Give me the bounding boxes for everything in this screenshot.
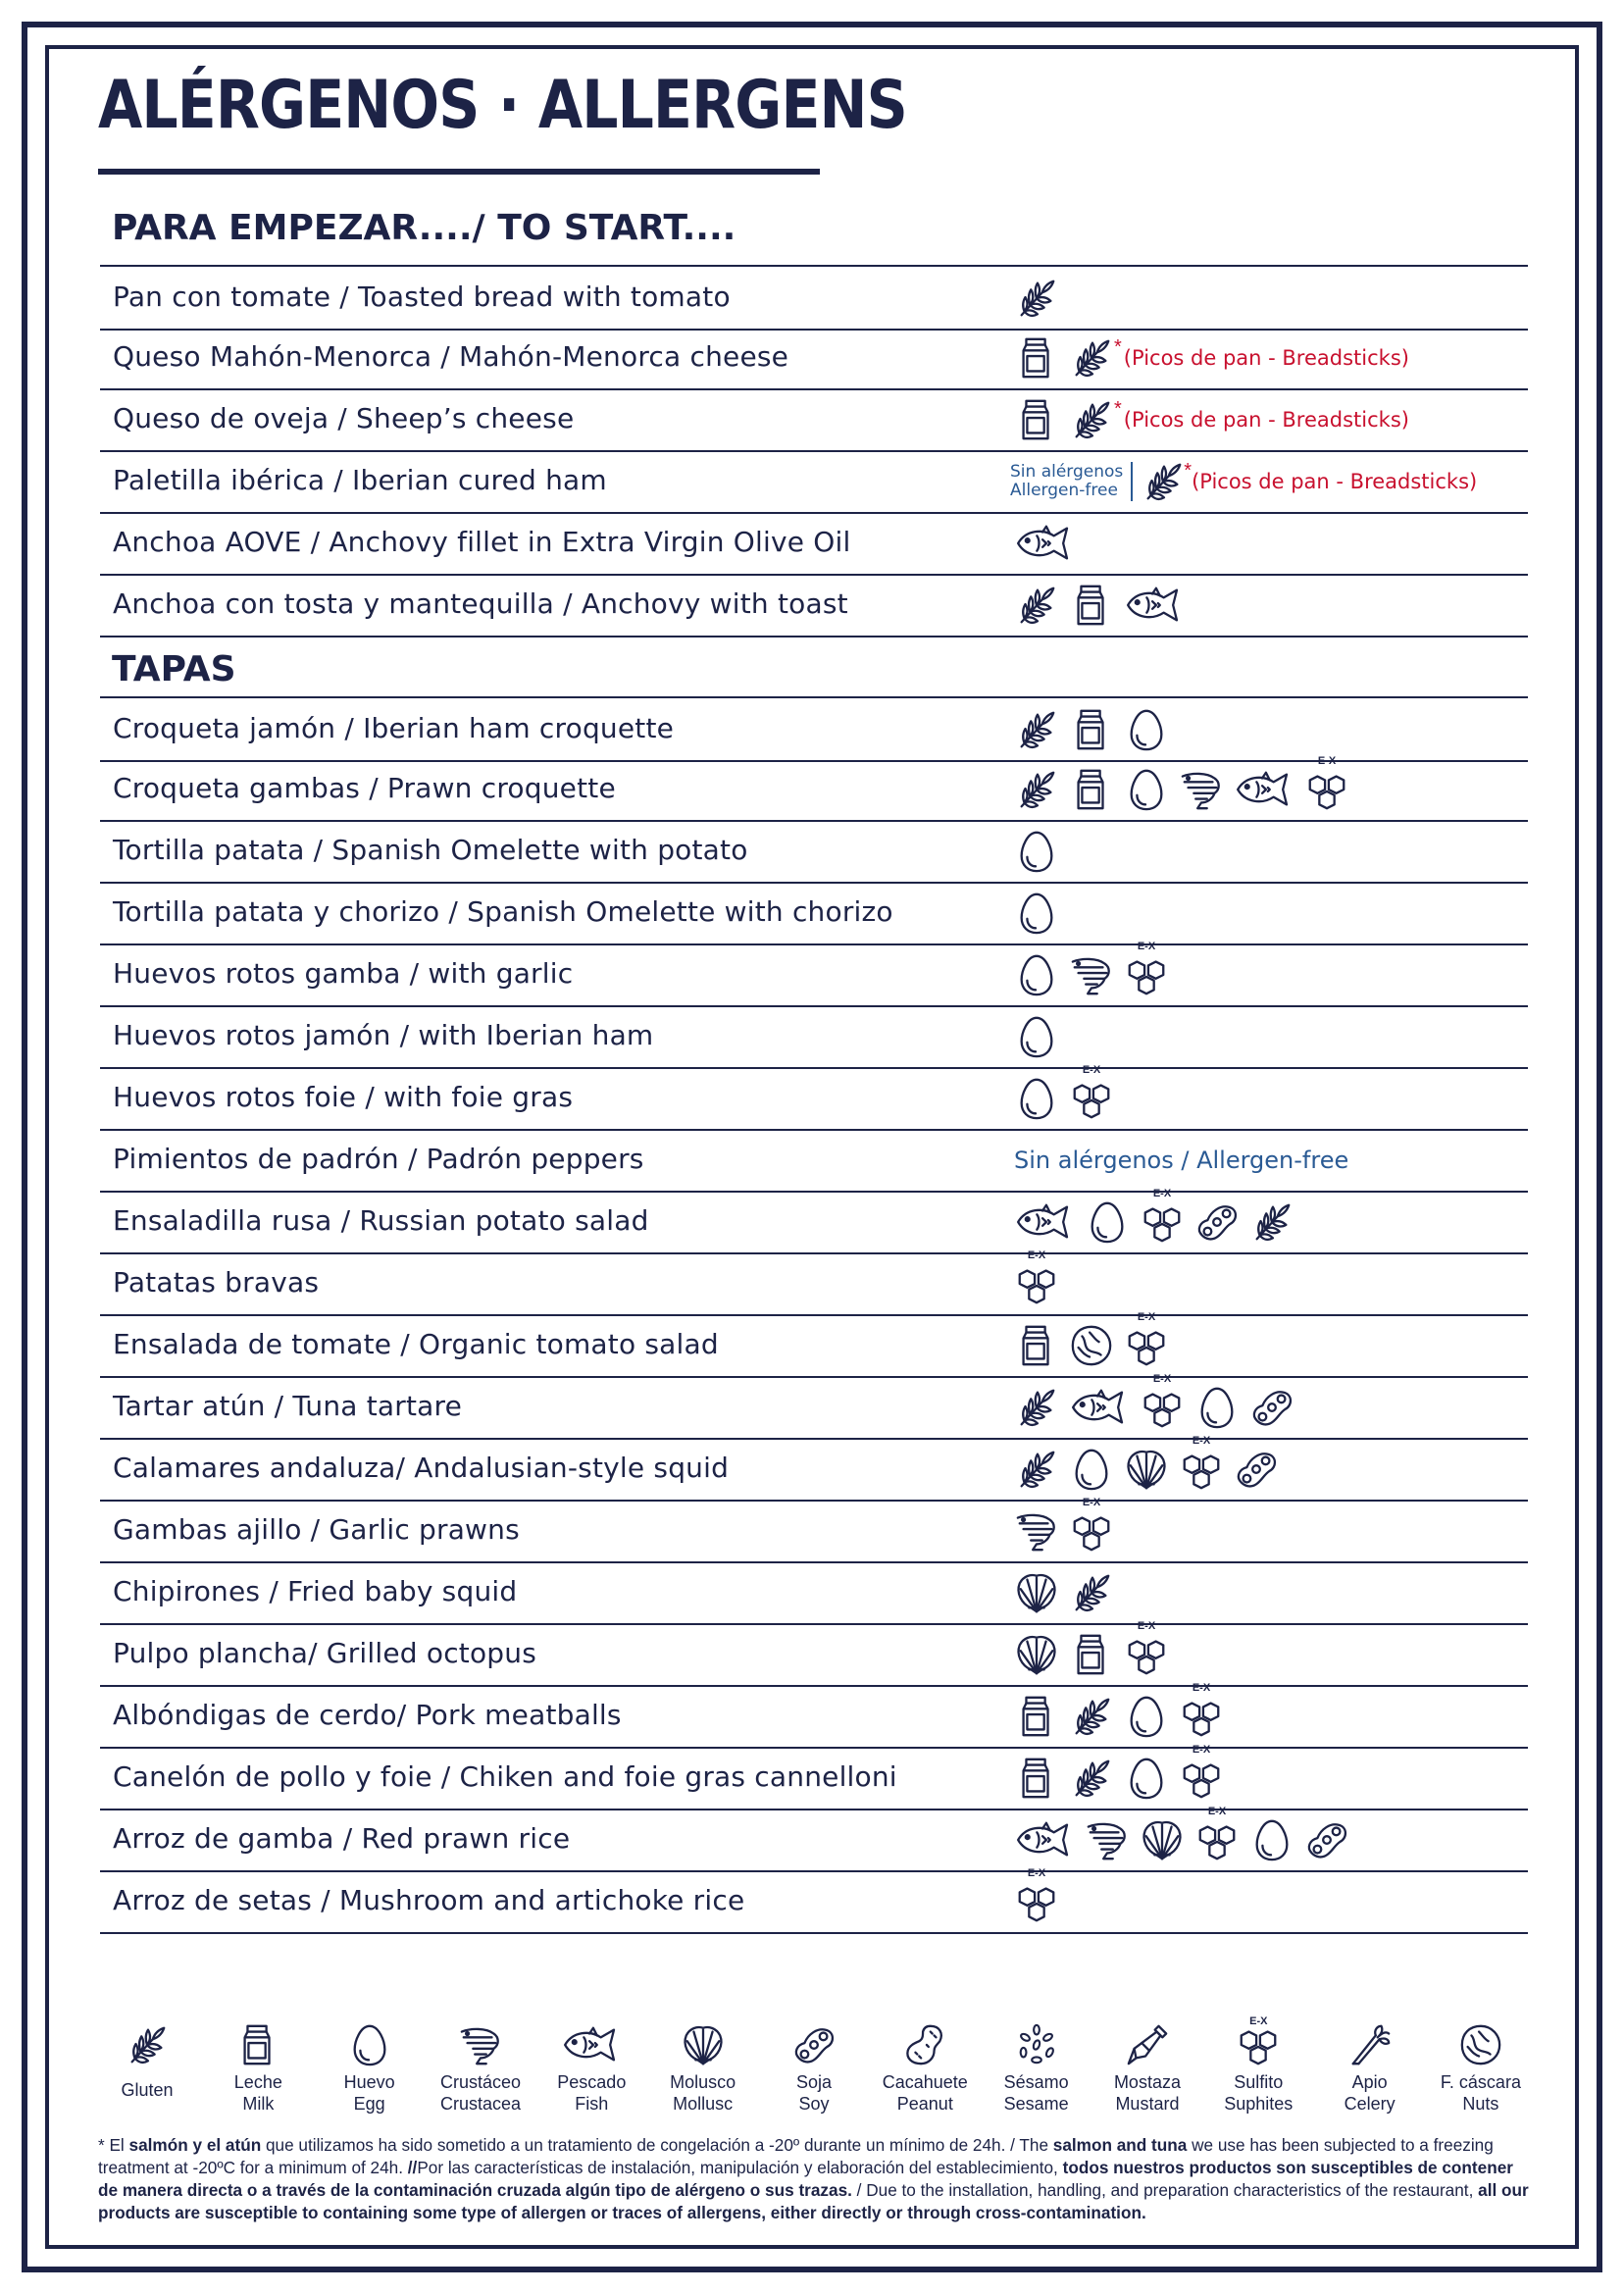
milk-icon <box>1069 1632 1114 1677</box>
allergen-icons <box>1014 1310 1169 1376</box>
allergen-icons <box>1014 1743 1224 1809</box>
legend-label-en: Milk <box>242 2094 275 2114</box>
allergen-icons <box>1014 327 1409 388</box>
menu-row <box>100 1005 1528 1069</box>
fish-icon <box>1069 1385 1130 1430</box>
sulphites-ex-label: E-X <box>1317 754 1337 767</box>
crustacean-icon <box>1014 1508 1059 1554</box>
sulphites-ex-label: E-X <box>1137 940 1156 952</box>
menu-row <box>100 388 1528 452</box>
soy-icon <box>1304 1817 1349 1862</box>
crustacean-icon <box>1179 767 1224 812</box>
egg-icon <box>1124 1756 1169 1801</box>
allergen-legend <box>98 2015 1530 2115</box>
menu-row <box>100 450 1528 514</box>
footnote-segment: // <box>407 2158 418 2177</box>
asterisk: * <box>1184 460 1193 482</box>
legend-label-en: Peanut <box>896 2094 953 2114</box>
menu-row <box>100 1866 1528 1934</box>
footnote-segment: salmon and tuna <box>1052 2135 1188 2155</box>
footnote <box>98 2134 1530 2224</box>
sulphites-icon <box>1179 1434 1224 1492</box>
peanut-icon <box>902 2022 947 2067</box>
milk-icon <box>235 2022 280 2067</box>
fish-icon <box>1014 521 1075 566</box>
gluten-icon <box>125 2022 170 2067</box>
milk-icon <box>1069 583 1114 628</box>
egg-icon <box>1014 829 1059 874</box>
legend-item-crustacean <box>431 2022 530 2115</box>
gluten-icon <box>1014 767 1059 812</box>
legend-label-en: Mollusc <box>673 2094 734 2114</box>
page-title: ALÉRGENOS · ALLERGENS <box>98 67 907 144</box>
nuts-icon <box>1458 2022 1503 2067</box>
dish-name: Pulpo plancha/ Grilled octopus <box>113 1637 537 1669</box>
fish-icon <box>1234 767 1294 812</box>
legend-item-soy <box>765 2022 863 2115</box>
footnote-segment: all our products are susceptible to containing some type of allergen or traces of allergens, either directly or through cross-contamination. <box>98 2180 1529 2222</box>
dish-name: Arroz de setas / Mushroom and artichoke rice <box>113 1884 745 1916</box>
menu-row <box>100 1372 1528 1440</box>
milk-icon <box>1014 1694 1059 1739</box>
legend-item-milk <box>209 2022 307 2115</box>
celery-icon <box>1347 2022 1393 2067</box>
menu-row <box>100 1561 1528 1625</box>
sulphites-icon <box>1124 1310 1169 1368</box>
footnote-segment: / Due to the installation, handling, and preparation characteristics of the restaurant, <box>851 2180 1479 2200</box>
allergen-icons <box>1014 1434 1279 1500</box>
legend-label-en: Nuts <box>1462 2094 1499 2114</box>
dish-name: Tortilla patata y chorizo / Spanish Omelette with chorizo <box>113 895 893 928</box>
mustard-icon <box>1125 2022 1170 2067</box>
allergen-icons <box>1014 882 1059 943</box>
legend-item-sesame <box>988 2022 1086 2115</box>
allergen-icons <box>1014 1187 1294 1252</box>
gluten-icon <box>1069 335 1114 381</box>
allergen-icons <box>1014 1249 1059 1314</box>
dish-name: Chipirones / Fried baby squid <box>113 1575 518 1607</box>
allergen-icons <box>1014 1681 1224 1747</box>
footnote-segment: * El <box>98 2135 129 2155</box>
menu-row <box>100 1619 1528 1687</box>
legend-label-es: Huevo <box>343 2072 395 2092</box>
legend-label-en: Crustacea <box>439 2094 521 2114</box>
sulphites-ex-label: E-X <box>1027 1249 1046 1261</box>
dish-name: Albóndigas de cerdo/ Pork meatballs <box>113 1699 622 1731</box>
allergen-icons <box>1014 388 1409 450</box>
gluten-icon <box>1014 1385 1059 1430</box>
legend-label-es: Pescado <box>557 2072 627 2092</box>
allergen-icons <box>1014 1561 1114 1623</box>
sesame-icon <box>1014 2022 1059 2067</box>
menu-row <box>100 1249 1528 1316</box>
dish-name: Anchoa AOVE / Anchovy fillet in Extra Virgin Olive Oil <box>113 526 851 558</box>
soy-icon <box>1194 1199 1240 1245</box>
milk-icon <box>1014 1756 1059 1801</box>
sulphites-icon <box>1140 1187 1185 1245</box>
crustacean-icon <box>1069 952 1114 997</box>
gluten-icon <box>1014 583 1059 628</box>
legend-label-es: Sulfito <box>1234 2072 1284 2092</box>
allergen-icons <box>1014 1619 1169 1685</box>
sulphites-icon <box>1179 1681 1224 1739</box>
legend-label-es: Crustáceo <box>439 2072 521 2092</box>
menu-row <box>100 574 1528 637</box>
legend-item-gluten <box>98 2022 196 2115</box>
menu-row <box>100 696 1528 762</box>
dish-name: Arroz de gamba / Red prawn rice <box>113 1822 571 1855</box>
milk-icon <box>1069 707 1114 752</box>
nuts-icon <box>1069 1323 1114 1368</box>
title-underline <box>98 169 820 175</box>
sulphites-ex-label: E-X <box>1207 1805 1227 1817</box>
dish-name: Queso de oveja / Sheep’s cheese <box>113 402 575 434</box>
fish-icon <box>1014 1817 1075 1862</box>
menu-row <box>100 1129 1528 1193</box>
dish-name: Croqueta gambas / Prawn croquette <box>113 772 616 804</box>
footnote-segment: que utilizamos ha sido sometido a un tratamiento de congelación a -20º durante un mínimo de 24h. / The <box>261 2135 1053 2155</box>
dish-name: Croqueta jamón / Iberian ham croquette <box>113 712 675 744</box>
fish-icon <box>1014 1199 1075 1245</box>
egg-icon <box>1014 1076 1059 1121</box>
sulphites-icon <box>1236 2015 1281 2067</box>
egg-icon <box>1085 1199 1130 1245</box>
allergen-icons <box>1014 820 1059 882</box>
sulphites-ex-label: E-X <box>1152 1187 1172 1199</box>
dish-name: Pan con tomate / Toasted bread with tomato <box>113 280 731 313</box>
egg-icon <box>347 2022 392 2067</box>
mollusc-icon <box>681 2022 726 2067</box>
allergen-free-label <box>1010 463 1123 500</box>
gluten-icon <box>1014 276 1059 321</box>
sulphites-icon <box>1124 1619 1169 1677</box>
sulphites-ex-label: E-X <box>1192 1434 1211 1447</box>
legend-item-peanut <box>876 2022 974 2115</box>
asterisk: * <box>1114 398 1122 420</box>
breadsticks-note: (Picos de pan - Breadsticks) <box>1123 407 1409 432</box>
menu-row <box>100 1496 1528 1563</box>
legend-label-en: Suphites <box>1224 2094 1294 2114</box>
fish-icon <box>561 2022 622 2067</box>
separator <box>1131 462 1133 501</box>
legend-label-es: Leche <box>233 2072 282 2092</box>
allergen-icons <box>1014 1372 1294 1438</box>
sulphites-ex-label: E-X <box>1137 1310 1156 1323</box>
allergen-icons <box>1014 1866 1059 1932</box>
allergen-icons <box>1014 1805 1349 1870</box>
gluten-icon <box>1069 1570 1114 1615</box>
legend-label-en: Soy <box>798 2094 830 2114</box>
allergen-icons <box>1014 754 1349 820</box>
sulphites-icon <box>1194 1805 1240 1862</box>
menu-row <box>100 1805 1528 1872</box>
menu-row <box>100 882 1528 945</box>
menu-row <box>100 265 1528 331</box>
gluten-icon <box>1141 459 1186 504</box>
legend-label-es: Soja <box>795 2072 832 2092</box>
legend-item-celery <box>1321 2022 1419 2115</box>
dish-name: Huevos rotos jamón / with Iberian ham <box>113 1019 654 1051</box>
footnote-segment: we use has been subjected to a freezing treatment at -20ºC for a minimum of 24h. <box>98 2135 1494 2177</box>
menu-row <box>100 1681 1528 1749</box>
legend-label-es: Gluten <box>121 2080 174 2100</box>
footnote-segment: Por las características de instalación, manipulación y elaboración del establecimiento, <box>417 2158 1063 2177</box>
soy-icon <box>1249 1385 1294 1430</box>
menu-row <box>100 820 1528 884</box>
legend-item-egg <box>321 2022 419 2115</box>
section-heading-tapas: TAPAS <box>112 649 236 689</box>
menu-row <box>100 1310 1528 1378</box>
egg-icon <box>1124 767 1169 812</box>
dish-name: Gambas ajillo / Garlic prawns <box>113 1513 520 1546</box>
dish-name: Canelón de pollo y foie / Chiken and foie gras cannelloni <box>113 1760 897 1793</box>
gluten-icon <box>1069 1756 1114 1801</box>
sulphites-ex-label: E-X <box>1027 1866 1046 1879</box>
legend-label-es: Molusco <box>670 2072 736 2092</box>
menu-row <box>100 512 1528 576</box>
sulphites-icon <box>1069 1496 1114 1554</box>
sulphites-icon <box>1014 1249 1059 1306</box>
footnote-segment: todos nuestros productos son susceptibles de contener de manera directa o a través de la contaminación cruzada algún tipo de alérgeno o sus trazas. <box>98 2158 1513 2200</box>
legend-label-en: Egg <box>353 2094 385 2114</box>
legend-label-es: Apio <box>1351 2072 1388 2092</box>
crustacean-icon <box>458 2022 503 2067</box>
soy-icon <box>1234 1447 1279 1492</box>
sulphites-icon <box>1140 1372 1185 1430</box>
milk-icon <box>1014 335 1059 381</box>
menu-row <box>100 940 1528 1007</box>
mollusc-icon <box>1140 1817 1185 1862</box>
legend-label-es: Mostaza <box>1113 2072 1181 2092</box>
legend-item-mollusc <box>654 2022 752 2115</box>
allergen-icons <box>1014 512 1075 574</box>
mollusc-icon <box>1014 1632 1059 1677</box>
allergen-icons <box>1014 1063 1114 1129</box>
allergen-free-label: Sin alérgenos / Allergen-free <box>1014 1146 1349 1174</box>
allergen-free-es: Sin alérgenos <box>1010 461 1124 482</box>
egg-icon <box>1194 1385 1240 1430</box>
fish-icon <box>1124 583 1185 628</box>
sulphites-icon <box>1124 940 1169 997</box>
dish-name: Paletilla ibérica / Iberian cured ham <box>113 464 607 496</box>
allergen-icons <box>1010 450 1477 512</box>
sulphites-icon <box>1069 1063 1114 1121</box>
legend-label-en: Sesame <box>1003 2094 1069 2114</box>
allergen-free-en: Allergen-free <box>1010 480 1118 500</box>
sulphites-ex-label: E-X <box>1082 1063 1101 1076</box>
menu-row <box>100 327 1528 390</box>
breadsticks-note: (Picos de pan - Breadsticks) <box>1192 469 1478 493</box>
egg-icon <box>1014 952 1059 997</box>
dish-name: Calamares andaluza/ Andalusian-style squid <box>113 1452 730 1484</box>
sulphites-ex-label: E-X <box>1152 1372 1172 1385</box>
milk-icon <box>1014 397 1059 442</box>
legend-label-en: Celery <box>1344 2094 1396 2114</box>
legend-label-es: Cacahuete <box>882 2072 968 2092</box>
gluten-icon <box>1069 1694 1114 1739</box>
allergen-icons <box>1014 1129 1348 1191</box>
dish-name: Anchoa con tosta y mantequilla / Anchovy with toast <box>113 587 848 620</box>
legend-label-en: Mustard <box>1115 2094 1180 2114</box>
allergen-icons <box>1014 698 1169 760</box>
allergen-icons <box>1014 574 1185 636</box>
milk-icon <box>1014 1323 1059 1368</box>
egg-icon <box>1014 1014 1059 1059</box>
egg-icon <box>1124 707 1169 752</box>
allergen-icons <box>1014 940 1169 1005</box>
section-heading-start: PARA EMPEZAR..../ TO START.... <box>112 208 736 248</box>
dish-name: Queso Mahón-Menorca / Mahón-Menorca cheese <box>113 340 789 373</box>
dish-name: Tartar atún / Tuna tartare <box>113 1390 463 1422</box>
menu-row <box>100 1434 1528 1502</box>
footnote-segment: salmón y el atún <box>128 2135 262 2155</box>
sulphites-ex-label: E-X <box>1192 1681 1211 1694</box>
gluten-icon <box>1014 707 1059 752</box>
legend-item-fish <box>542 2022 640 2115</box>
legend-item-sulphites <box>1209 2015 1307 2115</box>
egg-icon <box>1249 1817 1294 1862</box>
menu-row <box>100 1743 1528 1810</box>
dish-name: Tortilla patata / Spanish Omelette with potato <box>113 834 748 866</box>
dish-name: Huevos rotos foie / with foie gras <box>113 1081 574 1113</box>
dish-name: Huevos rotos gamba / with garlic <box>113 957 574 990</box>
dish-name: Ensaladilla rusa / Russian potato salad <box>113 1204 649 1237</box>
sulphites-ex-label: E-X <box>1082 1496 1101 1508</box>
dish-name: Patatas bravas <box>113 1266 320 1299</box>
sulphites-icon <box>1014 1866 1059 1924</box>
gluten-icon <box>1249 1199 1294 1245</box>
dish-name: Ensalada de tomate / Organic tomato salad <box>113 1328 719 1360</box>
legend-label-es: F. cáscara <box>1440 2072 1521 2092</box>
gluten-icon <box>1014 1447 1059 1492</box>
menu-row <box>100 754 1528 822</box>
dish-name: Pimientos de padrón / Padrón peppers <box>113 1143 644 1175</box>
allergen-icons <box>1014 267 1059 329</box>
legend-item-nuts <box>1432 2022 1530 2115</box>
sulphites-icon <box>1179 1743 1224 1801</box>
sulphites-ex-label: E-X <box>1137 1619 1156 1632</box>
crustacean-icon <box>1085 1817 1130 1862</box>
sulphites-ex-label: E-X <box>1249 2015 1268 2027</box>
egg-icon <box>1014 891 1059 936</box>
egg-icon <box>1124 1694 1169 1739</box>
menu-row <box>100 1187 1528 1254</box>
sulphites-ex-label: E-X <box>1192 1743 1211 1756</box>
mollusc-icon <box>1124 1447 1169 1492</box>
soy-icon <box>791 2022 837 2067</box>
allergen-icons <box>1014 1496 1114 1561</box>
sulphites-icon <box>1304 754 1349 812</box>
asterisk: * <box>1114 336 1122 358</box>
breadsticks-note: (Picos de pan - Breadsticks) <box>1123 345 1409 370</box>
gluten-icon <box>1069 397 1114 442</box>
legend-label-es: Sésamo <box>1003 2072 1069 2092</box>
legend-item-mustard <box>1098 2022 1196 2115</box>
menu-row <box>100 1063 1528 1131</box>
egg-icon <box>1069 1447 1114 1492</box>
milk-icon <box>1069 767 1114 812</box>
legend-label-en: Fish <box>575 2094 609 2114</box>
mollusc-icon <box>1014 1570 1059 1615</box>
allergen-icons <box>1014 1005 1059 1067</box>
